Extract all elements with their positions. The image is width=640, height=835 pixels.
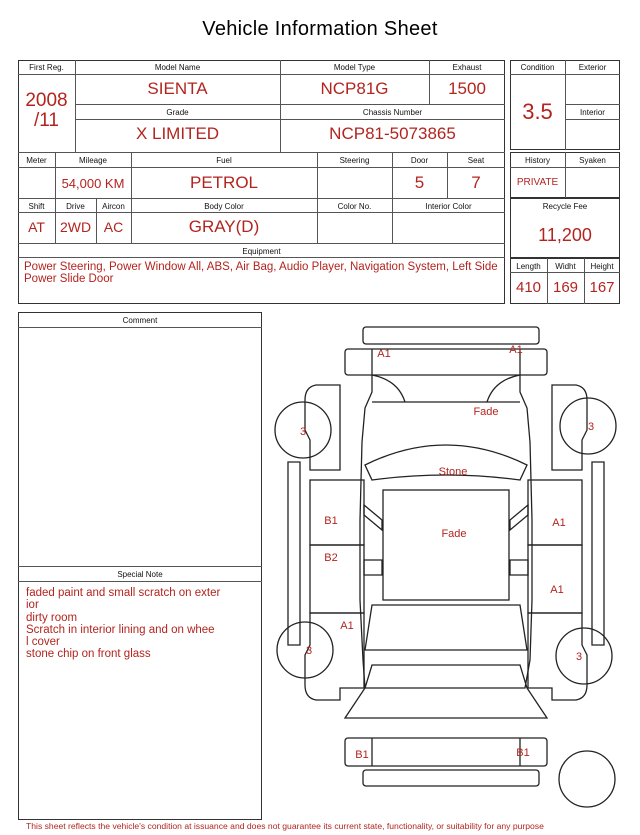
special-note-line: ior bbox=[26, 599, 39, 612]
shift-label: Shift bbox=[28, 202, 45, 211]
comment-label: Comment bbox=[122, 316, 158, 325]
equipment-label: Equipment bbox=[242, 247, 281, 256]
first-reg-year: 2008 bbox=[25, 90, 68, 111]
mark-rear-bumper-right: B1 bbox=[516, 747, 530, 759]
mark-left-rear-quarter: A1 bbox=[340, 620, 354, 632]
special-note-line: Scratch in interior lining and on whee bbox=[26, 623, 215, 636]
drive-label: Drive bbox=[66, 202, 85, 211]
first-reg-month: /11 bbox=[33, 110, 59, 131]
width-label: Widht bbox=[555, 262, 576, 271]
chassis-number-value: NCP81-5073865 bbox=[329, 124, 456, 143]
disclaimer-footer: This sheet reflects the vehicle's condition at issuance and does not guarantee its current state, functionality, or suitability for any purpose bbox=[26, 821, 544, 831]
special-note-label: Special Note bbox=[117, 570, 163, 579]
meter-label: Meter bbox=[26, 156, 47, 165]
fuel-label: Fuel bbox=[216, 156, 232, 165]
exhaust-label: Exhaust bbox=[452, 63, 482, 72]
equipment-value: Power Steering, Power Window All, ABS, Air Bag, Audio Player, Navigation System, Left Side Power Slide Door bbox=[24, 261, 498, 285]
body-color-value: GRAY(D) bbox=[188, 217, 260, 236]
spare-tire bbox=[559, 751, 615, 807]
color-no-label: Color No. bbox=[337, 202, 372, 211]
mark-tire-front-left: 3 bbox=[299, 426, 307, 438]
grade-value: X LIMITED bbox=[135, 124, 220, 143]
chassis-number-label: Chassis Number bbox=[362, 108, 423, 117]
fuel-value: PETROL bbox=[189, 173, 259, 192]
special-note-text bbox=[26, 587, 252, 661]
right-front-fender bbox=[552, 385, 587, 470]
seat-value: 7 bbox=[471, 173, 481, 192]
seat-label: Seat bbox=[467, 156, 485, 165]
rear-bar bbox=[363, 770, 539, 786]
first-reg-label: First Reg. bbox=[29, 63, 64, 72]
length-value: 410 bbox=[515, 279, 542, 296]
left-front-door bbox=[310, 480, 364, 545]
width-value: 169 bbox=[552, 279, 579, 296]
sheet-title: Vehicle Information Sheet bbox=[202, 18, 438, 40]
exterior-label: Exterior bbox=[578, 63, 607, 72]
special-note-line: stone chip on front glass bbox=[26, 648, 151, 661]
recycle-fee-label: Recycle Fee bbox=[542, 202, 588, 211]
tire-rear-right bbox=[556, 628, 612, 684]
length-label: Length bbox=[516, 262, 541, 271]
exhaust-value: 1500 bbox=[448, 79, 486, 98]
model-type-label: Model Type bbox=[333, 63, 376, 72]
mark-tire-rear-left: 3 bbox=[305, 645, 313, 657]
special-note-line: dirty room bbox=[26, 611, 78, 624]
right-rear-door bbox=[528, 545, 582, 613]
history-value: PRIVATE bbox=[516, 177, 559, 188]
mileage-value: 54,000 KM bbox=[61, 176, 125, 191]
mark-front-bumper-right: A1 bbox=[509, 344, 523, 356]
history-label: History bbox=[525, 156, 550, 165]
condition-label: Condition bbox=[520, 63, 555, 72]
model-name-label: Model Name bbox=[154, 63, 201, 72]
height-label: Height bbox=[590, 262, 614, 271]
recycle-fee-value: 11,200 bbox=[538, 225, 592, 245]
mark-front-bumper-left: A1 bbox=[377, 348, 391, 360]
shift-value: AT bbox=[28, 219, 45, 235]
rear-window bbox=[365, 605, 527, 650]
mark-left-front-door: B1 bbox=[324, 515, 338, 527]
mark-left-rear-door: B2 bbox=[324, 552, 338, 564]
door-label: Door bbox=[410, 156, 429, 165]
model-type-value: NCP81G bbox=[320, 79, 389, 98]
mark-rear-bumper-left: B1 bbox=[355, 749, 369, 761]
left-rear-quarter bbox=[305, 613, 364, 700]
interior-color-label: Interior Color bbox=[425, 202, 472, 211]
mark-tire-rear-right: 3 bbox=[575, 651, 583, 663]
car-damage-diagram bbox=[265, 318, 635, 818]
right-front-door bbox=[528, 480, 582, 545]
model-name-value: SIENTA bbox=[147, 79, 208, 98]
mileage-label: Mileage bbox=[78, 156, 107, 165]
special-note-line: faded paint and small scratch on exter bbox=[26, 587, 221, 599]
interior-label: Interior bbox=[580, 108, 605, 117]
grade-label: Grade bbox=[166, 108, 189, 117]
mark-hood: Fade bbox=[473, 406, 499, 418]
mark-windshield: Stone bbox=[438, 466, 468, 478]
drive-value: 2WD bbox=[59, 219, 92, 235]
aircon-value: AC bbox=[103, 219, 124, 235]
syaken-label: Syaken bbox=[579, 156, 606, 165]
mark-roof: Fade bbox=[441, 528, 467, 540]
mark-right-rear-door: A1 bbox=[550, 584, 564, 596]
special-note-line: l cover bbox=[26, 636, 60, 649]
roof bbox=[383, 490, 509, 600]
steering-label: Steering bbox=[339, 156, 370, 165]
mark-tire-front-right: 3 bbox=[587, 421, 595, 433]
height-value: 167 bbox=[589, 279, 615, 296]
aircon-label: Aircon bbox=[102, 202, 125, 211]
condition-value: 3.5 bbox=[522, 99, 553, 124]
door-value: 5 bbox=[414, 173, 425, 192]
back-door bbox=[345, 665, 547, 718]
body-color-label: Body Color bbox=[204, 202, 244, 211]
mark-right-front-door: A1 bbox=[552, 517, 566, 529]
front-grille-bar bbox=[363, 327, 539, 344]
